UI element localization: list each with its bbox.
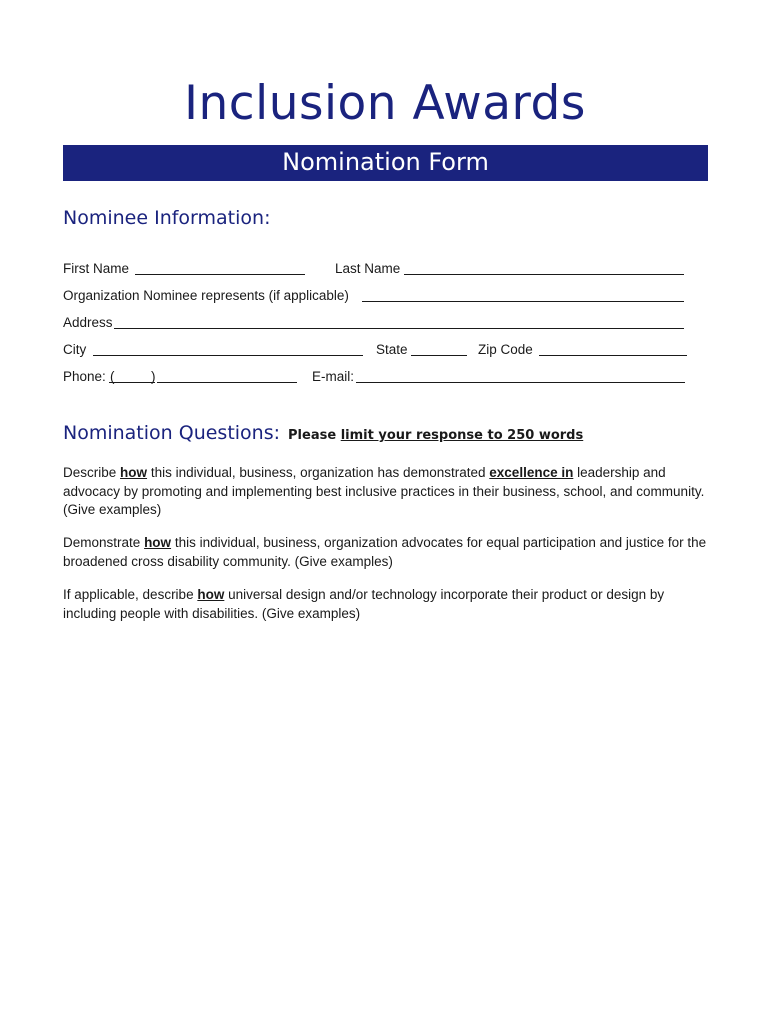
organization-row	[63, 288, 703, 308]
organization-field[interactable]	[362, 288, 684, 305]
form-banner	[63, 145, 708, 181]
page-title: Inclusion Awards	[184, 76, 586, 131]
zip-field[interactable]	[539, 342, 687, 359]
phone-email-row	[63, 369, 703, 389]
phone-paren-open: (	[110, 369, 115, 384]
questions-heading-row	[63, 422, 583, 444]
address-label: Address	[63, 315, 113, 330]
last-name-label: Last Name	[335, 261, 401, 276]
phone-area-code-field[interactable]	[109, 369, 155, 386]
form-subtitle: Nomination Form	[282, 148, 489, 176]
email-field[interactable]	[356, 369, 685, 386]
state-field[interactable]	[411, 342, 467, 359]
organization-label: Organization Nominee represents (if applicable)	[63, 288, 349, 303]
first-name-field[interactable]	[135, 261, 305, 278]
question-2	[63, 534, 708, 571]
q2-text-b: this individual, business, organization advocates for equal participation and justice for the broadened cross disability community. (Give examples)	[63, 535, 707, 569]
phone-paren-close: )	[151, 369, 156, 384]
word-limit-prefix: Please	[288, 428, 337, 443]
q1-text-c: leadership and advocacy by promoting and implementing best inclusive practices in their business, school, and community. (Give examples)	[63, 465, 705, 517]
zip-label: Zip Code	[478, 342, 533, 357]
q1-excellence: excellence in	[489, 465, 574, 480]
last-name-field[interactable]	[404, 261, 684, 278]
nominee-heading: Nominee Information:	[63, 207, 271, 229]
word-limit-note	[288, 428, 583, 443]
address-field[interactable]	[114, 315, 684, 332]
q3-text-a: If applicable, describe	[63, 587, 194, 602]
city-state-zip-row	[63, 342, 703, 362]
questions-heading: Nomination Questions:	[63, 422, 281, 444]
q1-how: how	[120, 465, 148, 480]
email-label: E-mail:	[312, 369, 355, 384]
q2-how: how	[144, 535, 172, 550]
city-label: City	[63, 342, 87, 357]
first-name-label: First Name	[63, 261, 130, 276]
q3-how: how	[197, 587, 225, 602]
city-field[interactable]	[93, 342, 363, 359]
q1-text-b: this individual, business, organization has demonstrated	[150, 465, 486, 480]
phone-label: Phone:	[63, 369, 106, 384]
q1-text-a: Describe	[63, 465, 117, 480]
phone-number-field[interactable]	[157, 369, 297, 386]
name-row	[63, 261, 703, 281]
q2-text-a: Demonstrate	[63, 535, 141, 550]
address-row	[63, 315, 703, 335]
q3-text-b: universal design and/or technology incorporate their product or design by including people with disabilities. (Give examples)	[63, 587, 665, 621]
state-label: State	[376, 342, 408, 357]
question-1	[63, 464, 708, 520]
question-3	[63, 586, 708, 623]
word-limit-text: limit your response to 250 words	[340, 428, 584, 443]
